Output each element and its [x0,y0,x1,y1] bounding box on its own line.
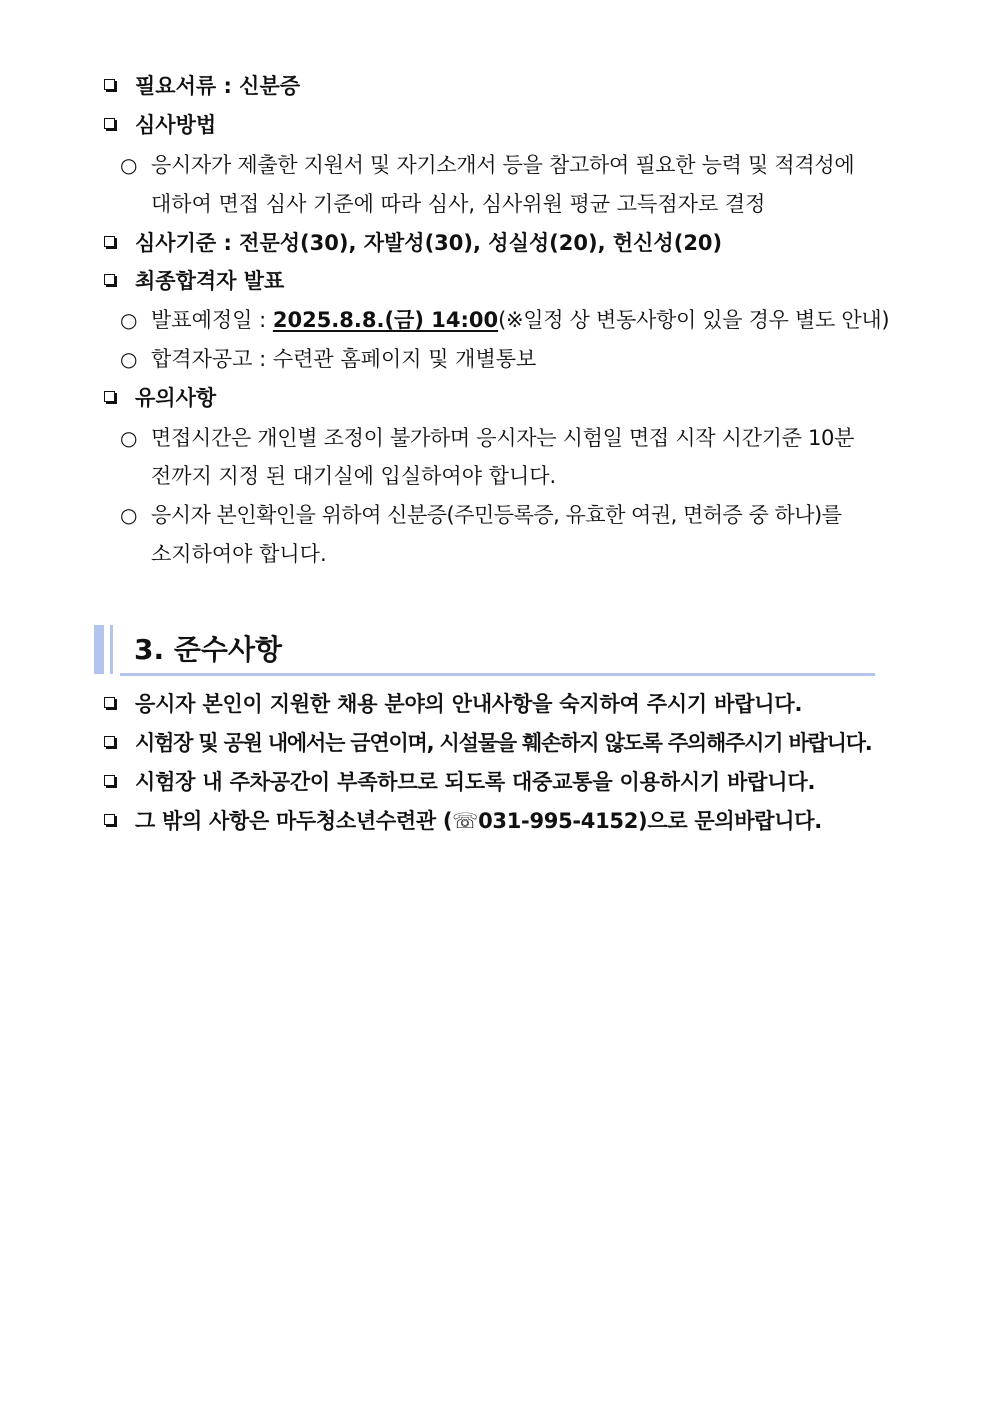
rule-item: 응시자 본인이 지원한 채용 분야의 안내사항을 숙지하여 주시기 바랍니다. [104,689,802,719]
circle-bullet-icon: ○ [120,308,138,332]
item-review-method: 심사방법 [104,110,216,140]
square-bullet-icon [104,391,115,402]
review-method-sub: ○ 응시자가 제출한 지원서 및 자기소개서 등을 참고하여 필요한 능력 및 적격성에 [120,150,854,180]
announcement-method: ○ 합격자공고 : 수련관 홈페이지 및 개별통보 [120,344,536,374]
square-bullet-icon [104,118,115,129]
square-bullet-icon [104,775,115,786]
square-bullet-icon [104,79,115,90]
square-bullet-icon [104,697,115,708]
announcement-date: ○ 발표예정일 : 2025.8.8.(금) 14:00(※일정 상 변동사항이 있을 경우 별도 안내) [120,305,889,335]
circle-bullet-icon: ○ [120,153,138,177]
item-review-criteria: 심사기준 : 전문성(30), 자발성(30), 성실성(20), 헌신성(20) [104,228,722,258]
rule-item: 그 밖의 사항은 마두청소년수련관 (☏031-995-4152)으로 문의바랍니다. [104,806,822,836]
item-final-announcement: 최종합격자 발표 [104,266,284,296]
item-notes: 유의사항 [104,383,216,413]
square-bullet-icon [104,814,115,825]
announcement-datetime: 2025.8.8.(금) 14:00 [272,308,499,332]
notes-identity: ○ 응시자 본인확인을 위하여 신분증(주민등록증, 유효한 여권, 면허증 중 하나)를 [120,500,842,530]
notes-interview-time-cont: 전까지 지정 된 대기실에 입실하여야 합니다. [151,464,557,488]
circle-bullet-icon: ○ [120,503,138,527]
square-bullet-icon [104,274,115,285]
heading-accent-bar [94,625,104,674]
rule-item: 시험장 및 공원 내에서는 금연이며, 시설물을 훼손하지 않도록 주의해주시기 바랍니다. [104,728,872,758]
rule-item: 시험장 내 주차공간이 부족하므로 되도록 대중교통을 이용하시기 바랍니다. [104,767,815,797]
heading-underline [120,673,875,676]
section-title: 3. 준수사항 [134,633,283,666]
square-bullet-icon [104,236,115,247]
notes-identity-cont: 소지하여야 합니다. [151,542,327,566]
circle-bullet-icon: ○ [120,347,138,371]
circle-bullet-icon: ○ [120,426,138,450]
notes-interview-time: ○ 면접시간은 개인별 조정이 불가하며 응시자는 시험일 면접 시작 시간기준 10분 [120,423,854,453]
review-method-sub-cont: 대하여 면접 심사 기준에 따라 심사, 심사위원 평균 고득점자로 결정 [151,192,766,216]
square-bullet-icon [104,736,115,747]
item-required-docs: 필요서류 : 신분증 [104,71,300,101]
heading-accent-bar [110,625,113,674]
